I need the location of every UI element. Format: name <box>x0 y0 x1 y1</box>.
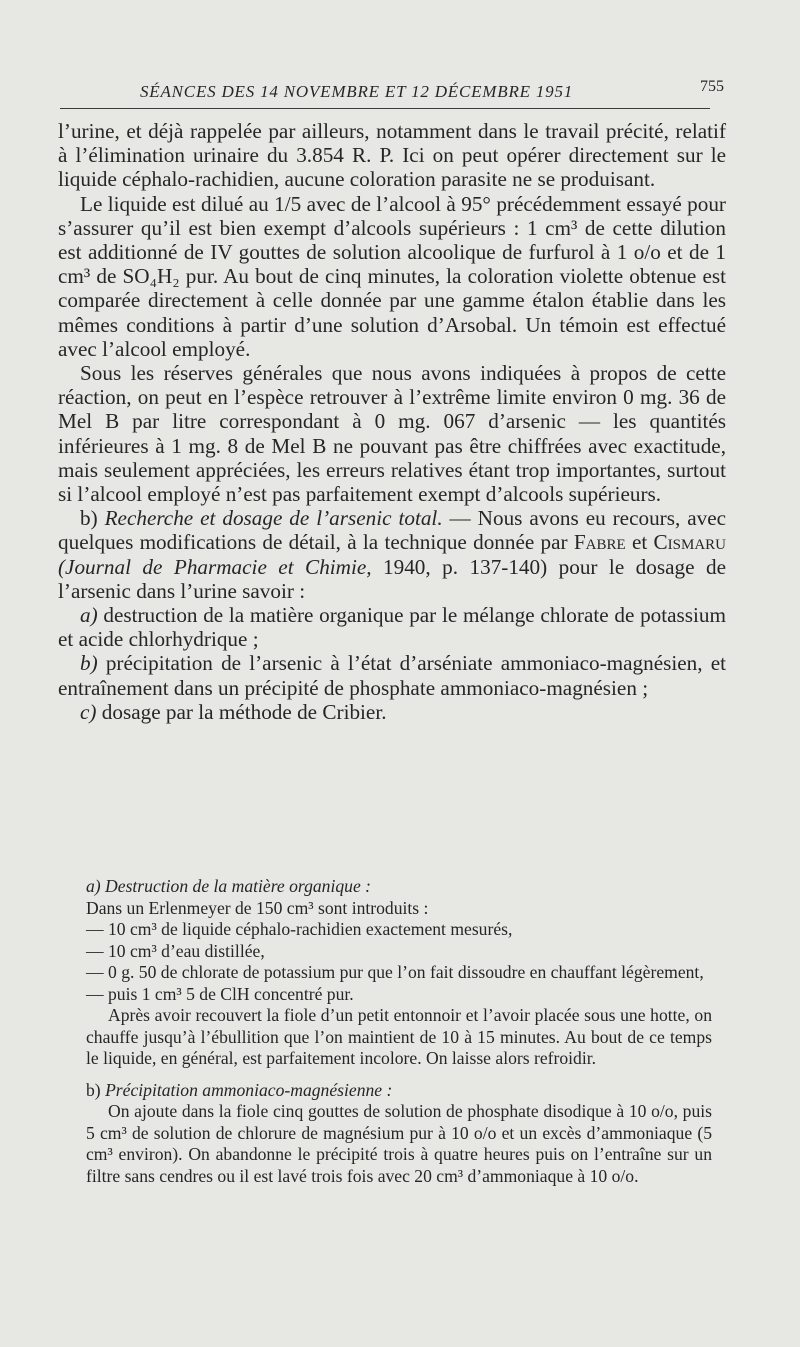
paragraph-arsenic-total <box>58 506 726 603</box>
procedure-text <box>86 876 712 1187</box>
conjunction-text: et <box>625 530 654 555</box>
list-item-a <box>58 603 726 651</box>
reagent-item: — 10 cm³ de liquide céphalo-rachidien exactement mesurés, <box>86 919 513 939</box>
reagent-item: — 10 cm³ d’eau distillée, <box>86 940 265 961</box>
subsection-heading-b <box>86 1080 712 1102</box>
subsection-intro: Dans un Erlenmeyer de 150 cm³ sont introduits : <box>86 897 429 918</box>
subsection-a-paragraph: Après avoir recouvert la fiole d’un petit entonnoir et l’avoir placée sous une hotte, on chauffe jusqu’à l’ébullition que l’on maintient de 10 à 15 minutes. Au bout de ce temps le liquide, en général, est parfaitement incolore. On laisse alors refroidir. <box>86 1005 712 1068</box>
reagent-item: — 0 g. 50 de chlorate de potassium pur que l’on fait dissoudre en chauffant légèrement, <box>86 962 704 982</box>
subsection-heading-a: a) Destruction de la matière organique : <box>86 876 372 896</box>
paragraph-reserves: Sous les réserves générales que nous avons indiquées à propos de cette réaction, on peut en l’espèce retrouver à l’extrême limite environ 0 mg. 36 de Mel B par litre correspondant à 0 mg. 067 d’arsenic — les quantités inférieures à 1 mg. 8 de Mel B ne pouvant pas être chiffrées avec exactitude, mais seulement appréciées, les erreurs relatives étant trop importantes, surtout si l’alcool employé n’est pas parfaitement exempt d’alcools supérieurs. <box>58 361 726 507</box>
list-label: b) <box>80 651 98 676</box>
running-title: SÉANCES DES 14 NOVEMBRE ET 12 DÉCEMBRE 1951 <box>140 82 574 101</box>
paragraph-text: 1940, p. 137-140) pour le dosage de l’arsenic dans l’urine savoir : <box>58 554 726 603</box>
list-text: destruction de la matière organique par le mélange chlorate de potassium et acide chlorhydrique ; <box>58 603 726 652</box>
journal-reference: (Journal de Pharmacie et Chimie, <box>58 554 372 579</box>
list-label: a) <box>80 603 98 628</box>
list-label: c) <box>80 699 97 724</box>
list-item-b <box>58 651 726 699</box>
subsection-label: b) <box>86 1079 101 1100</box>
paragraph-continuation: l’urine, et déjà rappelée par ailleurs, notamment dans le travail précité, relatif à l’élimination urinaire du 3.854 R. P. Ici on peut opérer directement sur le liquide céphalo-rachidien, aucune coloration parasite ne se produisant. <box>58 119 726 192</box>
section-title: Recherche et dosage de l’arsenic total. <box>104 506 443 531</box>
paragraph-text: — Nous avons eu recours, avec quelques modifications de détail, à la technique donnée par <box>58 506 726 555</box>
author-name: Cismaru <box>653 530 726 555</box>
subsection-title: Précipitation ammoniaco-magnésienne : <box>105 1079 393 1100</box>
paragraph-dilution: Le liquide est dilué au 1/5 avec de l’alcool à 95° précédemment essayé pour s’assurer qu’il est bien exempt d’alcools supérieurs : 1 cm³ de cette dilution est additionné de IV gouttes de solution alcoolique de furfurol à 1 o/o et de 1 cm³ de SO₄H₂ pur. Au bout de cinq minutes, la coloration violette obtenue est comparée directement à celle donnée par une gamme étalon établie dans les mêmes conditions à partir d’une solution d’Arsobal. Un témoin est effectué avec l’alcool employé. <box>58 191 726 361</box>
main-text <box>58 119 726 724</box>
list-text: précipitation de l’arsenic à l’état d’arséniate ammoniaco-magnésien, et entraînement dans un précipité de phosphate ammoniaco-magnésien ; <box>58 651 726 700</box>
list-item-c <box>58 700 726 724</box>
author-name: Fabre <box>573 530 626 555</box>
subsection-b-paragraph: On ajoute dans la fiole cinq gouttes de solution de phosphate disodique à 10 o/o, puis 5 cm³ de solution de chlorure de magnésium pur à 10 o/o et un excès d’ammoniaque (5 cm³ environ). On abandonne le précipité trois à quatre heures puis on l’entraîne sur un filtre sans cendres ou il est lavé trois fois avec 20 cm³ d’ammoniaque à 10 o/o. <box>86 1101 712 1186</box>
reagent-item: — puis 1 cm³ 5 de ClH concentré pur. <box>86 983 354 1004</box>
page-header <box>60 78 724 109</box>
section-label: b) <box>80 506 98 531</box>
list-text: dosage par la méthode de Cribier. <box>96 699 387 724</box>
page-number: 755 <box>700 78 724 95</box>
